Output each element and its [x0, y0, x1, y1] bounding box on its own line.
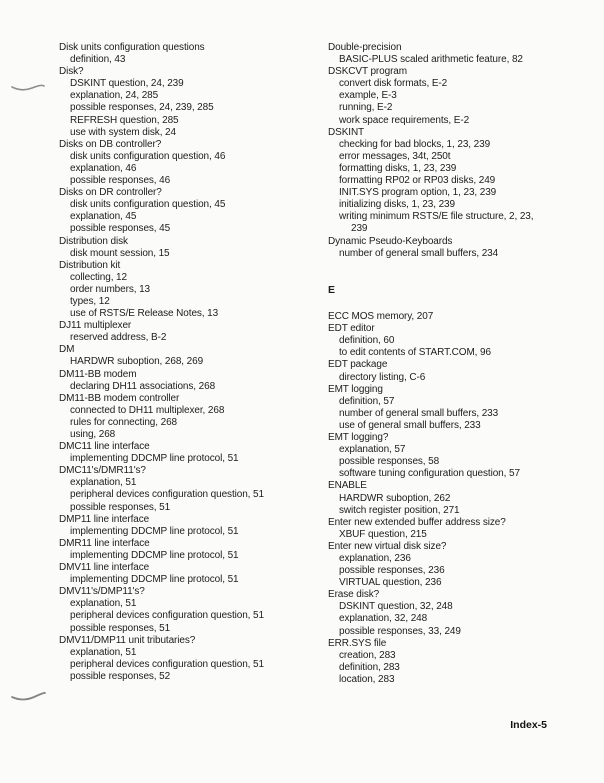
index-subentry: checking for bad blocks, 1, 23, 239 — [339, 138, 491, 150]
index-subentry: number of general small buffers, 234 — [339, 247, 499, 259]
index-subentry: types, 12 — [70, 295, 110, 307]
index-subentry: implementing DDCMP line protocol, 51 — [70, 453, 239, 465]
index-subentry: VIRTUAL question, 236 — [339, 577, 442, 589]
index-subentry: peripheral devices configuration question, 51 — [70, 610, 264, 622]
index-entry: ENABLE — [328, 480, 367, 492]
index-subentry: possible responses, 24, 239, 285 — [70, 102, 214, 114]
index-subentry: definition, 57 — [339, 395, 395, 407]
scan-squiggle-mark — [10, 81, 46, 95]
index-subentry: definition, 43 — [70, 54, 126, 66]
index-subentry: use of RSTS/E Release Notes, 13 — [70, 308, 219, 320]
index-subentry: location, 283 — [339, 673, 395, 685]
index-subentry: using, 268 — [70, 429, 116, 440]
index-entry: ECC MOS memory, 207 — [328, 311, 434, 323]
index-subentry: explanation, 57 — [339, 444, 406, 456]
index-subentry: REFRESH question, 285 — [70, 114, 179, 126]
index-subentry: DSKINT question, 24, 239 — [70, 78, 184, 90]
page-number: Index-5 — [510, 719, 547, 731]
index-subentry: order numbers, 13 — [70, 283, 151, 295]
index-subentry: HARDWR suboption, 262 — [339, 492, 451, 504]
index-entry: DSKCVT program — [328, 66, 407, 78]
index-subentry: formatting RP02 or RP03 disks, 249 — [339, 175, 496, 187]
index-entry: EDT editor — [328, 323, 375, 335]
section-heading: E — [328, 283, 335, 296]
index-subentry: running, E-2 — [339, 102, 393, 114]
index-entry: DMC11 line interface — [59, 441, 150, 453]
index-entry: Disk? — [59, 66, 84, 78]
index-subentry: possible responses, 236 — [339, 565, 445, 577]
index-subentry: DSKINT question, 32, 248 — [339, 601, 453, 613]
index-subentry: explanation, 51 — [70, 646, 137, 658]
index-subentry: initializing disks, 1, 23, 239 — [339, 199, 455, 211]
index-subentry: switch register position, 271 — [339, 504, 460, 516]
index-subentry: possible responses, 45 — [70, 223, 171, 235]
index-subentry: disk units configuration question, 45 — [70, 199, 226, 211]
index-entry: DMV11 line interface — [59, 562, 150, 574]
index-subentry: explanation, 24, 285 — [70, 90, 159, 102]
index-subentry: declaring DH11 associations, 268 — [70, 380, 216, 392]
index-subentry: possible responses, 52 — [70, 670, 171, 682]
index-column-left — [59, 42, 309, 683]
index-subentry: use with system disk, 24 — [70, 126, 176, 138]
index-subentry: possible responses, 46 — [70, 175, 171, 187]
index-subentry: HARDWR suboption, 268, 269 — [70, 356, 204, 368]
index-entry: Disks on DR controller? — [59, 187, 162, 199]
index-subentry: explanation, 32, 248 — [339, 613, 428, 625]
index-subentry: explanation, 46 — [70, 162, 137, 174]
index-subentry: to edit contents of START.COM, 96 — [339, 347, 491, 359]
index-subentry: number of general small buffers, 233 — [339, 407, 499, 419]
index-subentry: rules for connecting, 268 — [70, 416, 178, 428]
index-subentry: implementing DDCMP line protocol, 51 — [70, 525, 239, 537]
index-subentry: example, E-3 — [339, 90, 397, 102]
index-subentry: definition, 60 — [339, 335, 395, 347]
index-subentry: work space requirements, E-2 — [339, 114, 470, 126]
index-subentry: software tuning configuration question, 57 — [339, 468, 520, 480]
scan-squiggle-mark — [10, 690, 46, 704]
index-subentry: use of general small buffers, 233 — [339, 419, 481, 431]
index-subentry: explanation, 45 — [70, 211, 137, 223]
index-subentry: error messages, 34t, 250t — [339, 150, 451, 162]
index-subentry: INIT.SYS program option, 1, 23, 239 — [339, 187, 497, 199]
index-subentry: peripheral devices configuration question, 51 — [70, 658, 264, 670]
index-entry: DMC11's/DMR11's? — [59, 465, 146, 477]
index-entry: Enter new virtual disk size? — [328, 540, 447, 552]
index-entry: EMT logging — [328, 383, 383, 395]
index-entry: DMR11 line interface — [59, 537, 150, 549]
index-entry: EDT package — [328, 359, 388, 371]
index-entry: DMV11's/DMP11's? — [59, 586, 145, 598]
index-entry: Erase disk? — [328, 589, 380, 601]
index-subentry: peripheral devices configuration question, 51 — [70, 489, 264, 501]
index-entry: Dynamic Pseudo-Keyboards — [328, 235, 453, 247]
index-subentry: explanation, 51 — [70, 477, 137, 489]
index-entry: DM — [59, 344, 75, 356]
index-subentry: creation, 283 — [339, 649, 396, 661]
index-subentry: formatting disks, 1, 23, 239 — [339, 162, 457, 174]
index-subentry: disk units configuration question, 46 — [70, 150, 226, 162]
index-entry: Distribution disk — [59, 235, 128, 247]
index-subentry: writing minimum RSTS/E file structure, 2, 23, — [339, 211, 534, 223]
index-entry: DMP11 line interface — [59, 513, 150, 525]
index-subentry: connected to DH11 multiplexer, 268 — [70, 404, 225, 416]
index-subentry: explanation, 236 — [339, 552, 411, 564]
index-subentry: implementing DDCMP line protocol, 51 — [70, 574, 239, 586]
index-subentry: definition, 283 — [339, 661, 400, 673]
index-subentry: possible responses, 33, 249 — [339, 625, 461, 637]
index-entry: DSKINT — [328, 126, 365, 138]
index-subentry: possible responses, 51 — [70, 622, 171, 634]
index-entry: ERR.SYS file — [328, 637, 387, 649]
index-entry: DM11-BB modem controller — [59, 392, 180, 404]
index-continuation-line: 239 — [351, 223, 368, 235]
index-entry: Enter new extended buffer address size? — [328, 516, 506, 528]
index-subentry: XBUF question, 215 — [339, 528, 427, 540]
index-column-right — [328, 42, 588, 686]
index-subentry: disk mount session, 15 — [70, 247, 170, 259]
index-entry: Double-precision — [328, 42, 402, 53]
index-entry: EMT logging? — [328, 432, 389, 444]
index-subentry: possible responses, 58 — [339, 456, 440, 468]
index-subentry: possible responses, 51 — [70, 501, 171, 513]
index-subentry: collecting, 12 — [70, 271, 127, 283]
index-subentry: BASIC-PLUS scaled arithmetic feature, 82 — [339, 54, 523, 66]
index-subentry: explanation, 51 — [70, 598, 137, 610]
index-entry: DMV11/DMP11 unit tributaries? — [59, 634, 196, 646]
index-entry: Distribution kit — [59, 259, 121, 271]
index-subentry: implementing DDCMP line protocol, 51 — [70, 549, 239, 561]
index-subentry: reserved address, B-2 — [70, 332, 167, 344]
index-subentry: convert disk formats, E-2 — [339, 78, 448, 90]
index-entry: Disks on DB controller? — [59, 138, 162, 150]
index-subentry: directory listing, C-6 — [339, 371, 426, 383]
index-entry: DJ11 multiplexer — [59, 320, 132, 332]
index-entry: DM11-BB modem — [59, 368, 137, 380]
index-entry: Disk units configuration questions — [59, 42, 205, 53]
